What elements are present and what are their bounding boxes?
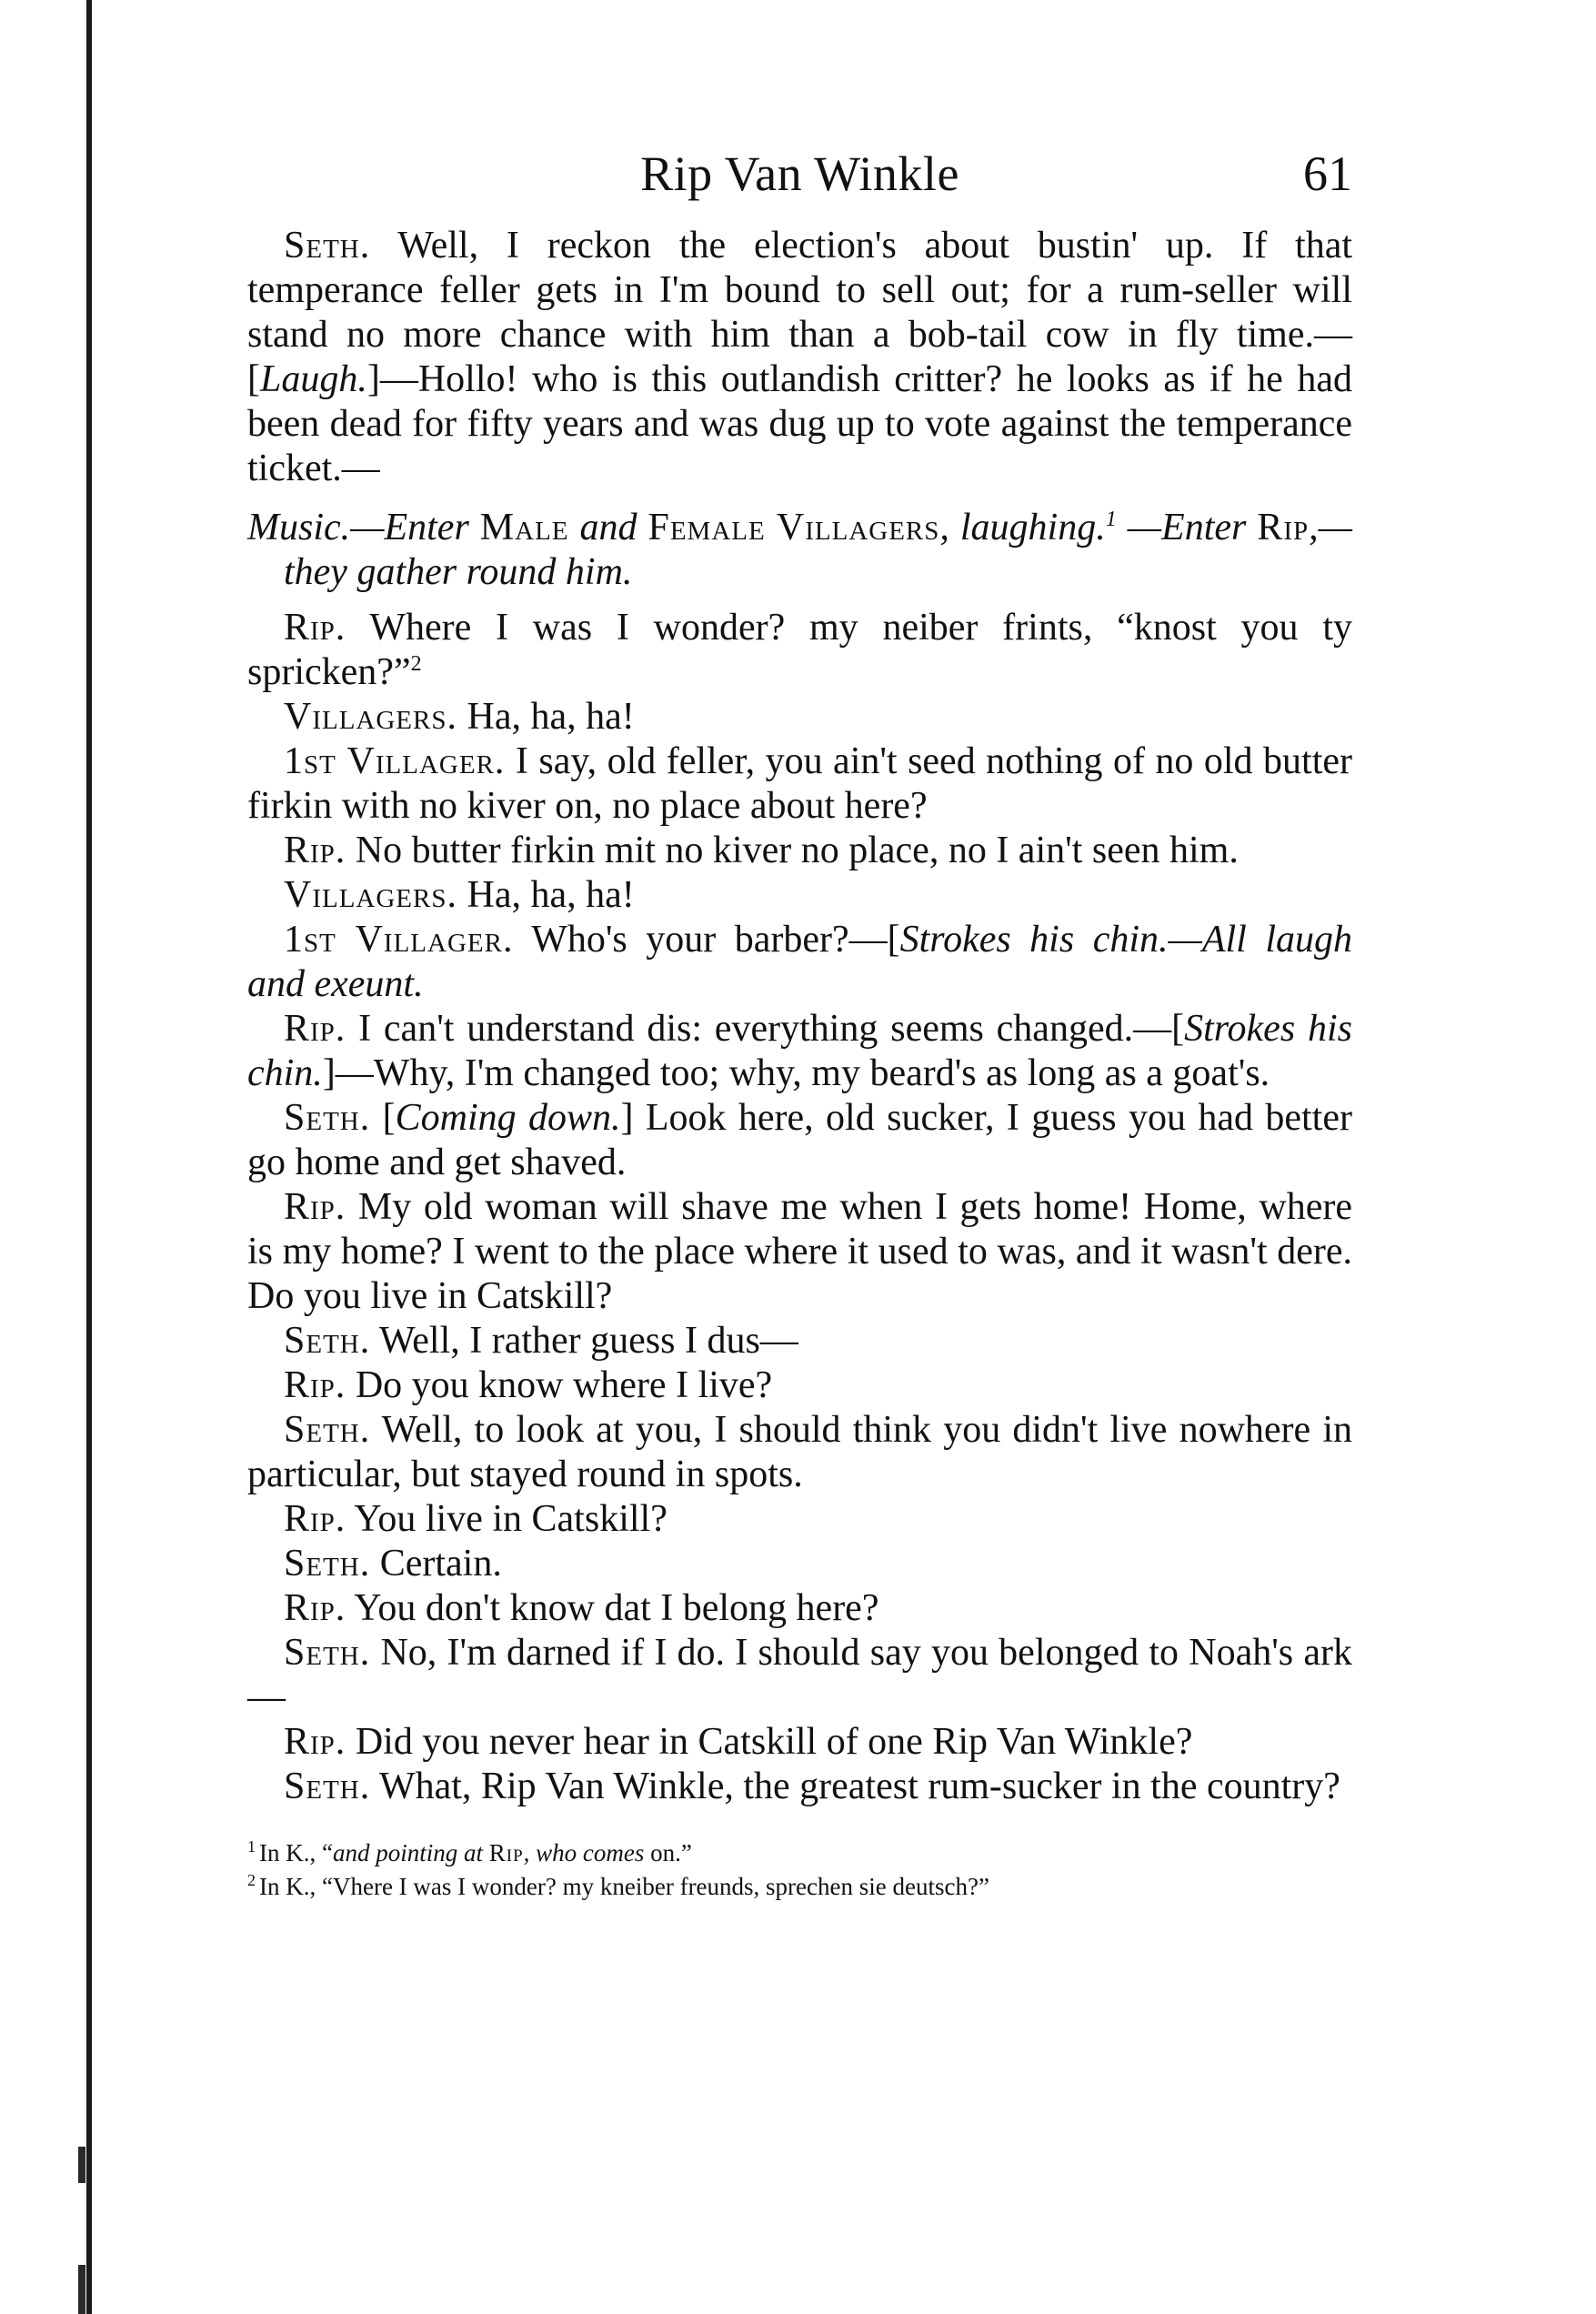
speech-text: You live in Catskill? [346, 1498, 668, 1540]
speaker-name: Seth. [284, 1320, 371, 1362]
footnote-text: In K., “ [259, 1839, 333, 1866]
stage-text: ,—they gather round him. [284, 507, 1353, 593]
stage-character: Male [479, 507, 569, 548]
speech-rip [247, 1185, 1352, 1319]
footnote-1 [247, 1833, 1352, 1866]
speech-text: Ha, ha, ha! [457, 874, 635, 916]
speech-text: Certain. [370, 1543, 502, 1585]
speaker-name: Rip. [284, 1186, 346, 1228]
speech-text: Did you never hear in Catskill of one Rip Van Winkle? [346, 1721, 1193, 1763]
speaker-name: Villagers. [284, 696, 457, 738]
stage-text: Music.—Enter [247, 507, 480, 548]
speech-rip [247, 1720, 1352, 1765]
speech-rip [247, 1497, 1352, 1542]
speech-text: Who's your barber?—[ [513, 919, 900, 961]
stage-direction: Strokes his chin.—All laugh and exeunt. [247, 919, 1353, 1005]
speech-villagers [247, 695, 1352, 739]
binding-mark [78, 2265, 85, 2314]
stage-character: Female Villagers [647, 507, 940, 548]
speech-text: ] Look here, old sucker, I guess you had better go home and get shaved. [247, 1097, 1352, 1183]
speaker-name: Seth. [284, 1632, 371, 1674]
speaker-name: Rip. [284, 607, 346, 649]
speech-text: I can't understand dis: everything seems changed.—[ [346, 1008, 1185, 1050]
speech-seth [247, 224, 1352, 491]
speaker-name: Rip. [284, 1008, 346, 1050]
footnote-text: and pointing at [332, 1839, 489, 1866]
speech-text: ]—Hollo! who is this outlandish critter? he looks as if he had been dead for fifty years and was dug up to vote against the temperance ticket.— [247, 358, 1352, 489]
stage-direction: Strokes his chin. [247, 1008, 1352, 1094]
speech-text: Where I was I wonder? my neiber frints, “knost you ty spricken?” [247, 607, 1352, 693]
stage-character: Rip [1257, 507, 1310, 548]
book-page [247, 146, 1352, 1900]
stage-direction: Coming down. [395, 1097, 621, 1139]
speech-villagers [247, 873, 1352, 918]
speaker-name: Rip. [284, 1587, 346, 1629]
speech-rip [247, 829, 1352, 873]
speech-seth [247, 1408, 1352, 1497]
footnote-ref: 2 [410, 652, 422, 676]
speech-first-villager [247, 918, 1352, 1007]
speech-text: You don't know dat I belong here? [346, 1587, 879, 1629]
stage-direction: Laugh. [260, 358, 367, 400]
speech-rip [247, 1586, 1352, 1631]
speech-text: No, I'm darned if I do. I should say you belonged to Noah's ark— [247, 1632, 1352, 1718]
speech-text: Well, I rather guess I dus— [370, 1320, 798, 1362]
footnote-marker: 2 [247, 1871, 256, 1889]
speech-text: I say, old feller, you ain't seed nothing of no old butter firkin with no kiver on, no place about here? [247, 740, 1352, 827]
speaker-name: Seth. [284, 1543, 371, 1585]
speech-text: Ha, ha, ha! [457, 696, 635, 738]
speech-first-villager [247, 739, 1352, 829]
binding-mark [78, 2147, 85, 2183]
speaker-name: Rip. [284, 1721, 346, 1763]
speaker-name: Rip. [284, 1364, 346, 1406]
speech-rip [247, 1007, 1352, 1096]
footnote-character: Rip [488, 1839, 524, 1866]
speech-text: Well, I reckon the election's about bustin' up. If that temperance feller gets in I'm bound to sell out; for a rum-seller will stand no more chance with him than a bob-tail cow in fly time.—[ [247, 225, 1352, 400]
speaker-ordinal: 1st [284, 919, 336, 961]
running-head [247, 146, 1352, 216]
speech-rip [247, 1363, 1352, 1408]
speech-seth [247, 1096, 1352, 1185]
speech-text: No butter firkin mit no kiver no place, no I ain't seen him. [346, 830, 1239, 871]
speaker-ordinal: 1st [284, 740, 336, 782]
stage-text: and [568, 507, 648, 548]
speech-rip [247, 606, 1352, 695]
speech-seth [247, 1631, 1352, 1720]
speech-text: Do you know where I live? [346, 1364, 773, 1406]
footnote-ref: 1 [1105, 508, 1117, 531]
stage-text: , laughing. [939, 507, 1106, 548]
speaker-name: Seth. [284, 1766, 371, 1807]
speech-seth [247, 1542, 1352, 1586]
stage-text: —Enter [1116, 507, 1258, 548]
speech-text: What, Rip Van Winkle, the greatest rum-sucker in the country? [370, 1766, 1340, 1807]
footnote-text: , who comes [523, 1839, 645, 1866]
speaker-name: Seth. [284, 225, 371, 267]
speech-seth [247, 1319, 1352, 1363]
speech-text: [ [370, 1097, 396, 1139]
footnotes [247, 1833, 1352, 1900]
speaker-name: Villager. [336, 919, 514, 961]
speaker-name: Villagers. [284, 874, 457, 916]
footnote-marker: 1 [247, 1837, 256, 1856]
page-binding-edge [86, 0, 92, 2314]
speaker-name: Seth. [284, 1097, 371, 1139]
speech-seth [247, 1765, 1352, 1809]
speech-text: ]—Why, I'm changed too; why, my beard's as long as a goat's. [322, 1052, 1270, 1094]
stage-direction-block [247, 506, 1352, 595]
speaker-name: Villager. [336, 740, 506, 782]
footnote-2 [247, 1866, 1352, 1900]
speech-text: Well, to look at you, I should think you didn't live nowhere in particular, but stayed round in spots. [247, 1409, 1352, 1495]
speaker-name: Rip. [284, 830, 346, 871]
speaker-name: Rip. [284, 1498, 346, 1540]
speaker-name: Seth. [284, 1409, 371, 1451]
speech-text: My old woman will shave me when I gets home! Home, where is my home? I went to the place where it used to was, and it wasn't dere. Do you live in Catskill? [247, 1186, 1352, 1317]
page-number: 61 [1303, 146, 1352, 201]
play-text [247, 224, 1352, 1809]
footnote-text: on.” [644, 1839, 692, 1866]
running-title: Rip Van Winkle [640, 146, 959, 201]
footnote-text: In K., “Vhere I was I wonder? my kneiber freunds, sprechen sie deutsch?” [259, 1873, 989, 1900]
